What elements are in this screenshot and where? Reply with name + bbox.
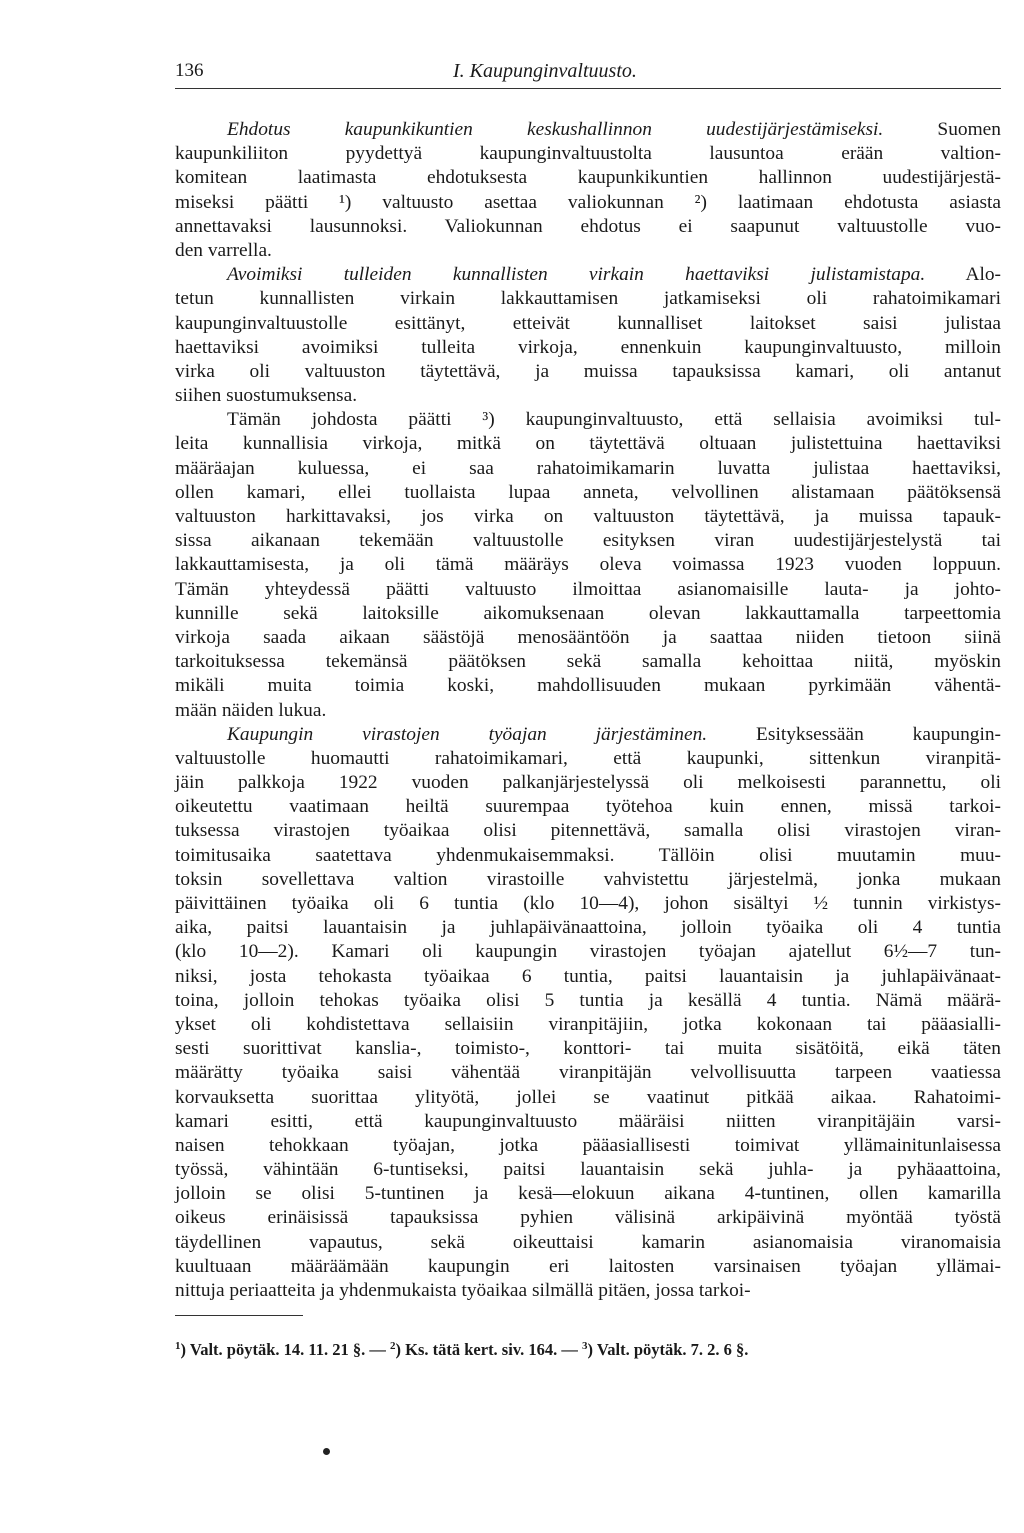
text-line <box>175 166 1001 190</box>
text-line <box>175 1182 1001 1206</box>
line-text: ollen kamari, ellei tuollaista lupaa anneta, velvollinen alistamaan päätöksensä <box>175 481 1001 503</box>
line-text: virkoja saada aikaan säästöjä menosääntöön ja saattaa niiden tietoon siinä <box>175 626 1001 648</box>
text-line <box>175 1134 1001 1158</box>
text-line <box>175 1110 1001 1134</box>
line-text: Alo- <box>925 264 1001 286</box>
footnote-text: ) Valt. pöytäk. 7. 2. 6 §. <box>587 1340 749 1360</box>
text-line <box>175 1158 1001 1182</box>
text-line <box>175 989 1001 1013</box>
line-text: kaupunginvaltuustolle esittänyt, etteivät kunnalliset laitokset saisi julistaa <box>175 312 1001 334</box>
paragraph-heading: Kaupungin virastojen työajan järjestäminen. <box>227 723 708 745</box>
line-text: den varrella. <box>175 239 272 261</box>
line-text: sesti suorittivat kanslia-, toimisto-, konttori- tai muita sisätöitä, eikä täten <box>175 1038 1001 1060</box>
line-text: komitean laatimasta ehdotuksesta kaupunkikuntien hallinnon uudestijärjestä- <box>175 167 1001 189</box>
line-text: määräajan kuluessa, ei saa rahatoimikamarin luvatta julistaa haettaviksi, <box>175 457 1001 479</box>
text-line <box>175 1037 1001 1061</box>
line-text: valtuustolle huomautti rahatoimikamari, että kaupunki, sittenkun viranpitä- <box>175 747 1001 769</box>
line-text: miseksi päätti ¹) valtuusto asettaa valiokunnan ²) laatimaan ehdotusta asiasta <box>175 191 1001 213</box>
text-line <box>175 650 1001 674</box>
line-text: korvauksetta suorittaa ylityötä, jollei se vaatinut pitkää aikaa. Rahatoimi- <box>175 1086 1001 1108</box>
line-text: toina, jolloin tehokas työaika olisi 5 tuntia ja kesällä 4 tuntia. Nämä määrä- <box>175 989 1001 1011</box>
text-line <box>175 215 1001 239</box>
footnote-mark: 2 <box>390 1340 396 1353</box>
line-text: jolloin se olisi 5-tuntinen ja kesä—elokuun aikana 4-tuntinen, ollen kamarilla <box>175 1183 1001 1205</box>
line-text: virka oli valtuuston täytettävä, ja muissa tapauksissa kamari, oli antanut <box>175 360 1001 382</box>
text-line <box>175 699 1001 723</box>
text-line <box>175 142 1001 166</box>
text-line <box>175 747 1001 771</box>
footnote-mark: 3 <box>582 1340 588 1353</box>
text-line <box>175 118 1001 142</box>
line-text: työssä, vähintään 6-tuntiseksi, paitsi lauantaisin sekä juhla- ja pyhäaattoina, <box>175 1159 1001 1181</box>
text-line <box>175 287 1001 311</box>
line-text: siihen suostumuksensa. <box>175 385 358 407</box>
line-text: aika, paitsi lauantaisin ja juhlapäivänaattoina, jolloin työaika oli 4 tuntia <box>175 917 1001 939</box>
line-text: lakkauttamisesta, ja oli tämä määräys oleva voimassa 1923 vuoden loppuun. <box>175 554 1001 576</box>
text-line <box>175 868 1001 892</box>
text-line <box>175 336 1001 360</box>
paragraph-heading: Avoimiksi tulleiden kunnallisten virkain haettaviksi julistamistapa. <box>227 264 926 286</box>
text-line <box>175 1061 1001 1085</box>
line-text: Tämän yhteydessä päätti valtuusto ilmoittaa asianomaisille lauta- ja johto- <box>175 578 1001 600</box>
footnote-text: ) Ks. tätä kert. siv. 164. — <box>395 1340 583 1360</box>
footnotes <box>175 1340 1001 1360</box>
text-line <box>175 457 1001 481</box>
text-line <box>175 602 1001 626</box>
line-text: nittuja periaatteita ja yhdenmukaista työaikaa silmällä pitäen, jossa tarkoi- <box>175 1280 751 1301</box>
text-line <box>175 360 1001 384</box>
text-line <box>175 1231 1001 1255</box>
text-line <box>175 940 1001 964</box>
text-line <box>175 771 1001 795</box>
text-line <box>175 1013 1001 1037</box>
line-text: tarkoituksessa tekemänsä päätöksen sekä samalla kehoittaa niitä, myöskin <box>175 651 1001 673</box>
footnote-text: ) Valt. pöytäk. 14. 11. 21 §. — <box>180 1340 390 1360</box>
line-text: päivittäinen työaika oli 6 tuntia (klo 10—4), johon sisältyi ½ tunnin virkistys- <box>175 893 1001 914</box>
text-line <box>175 578 1001 602</box>
text-line <box>175 626 1001 650</box>
line-text: kaupunkiliiton pyydettyä kaupunginvaltuustolta lausuntoa erään valtion- <box>175 143 1001 165</box>
line-text: jäin palkkoja 1922 vuoden palkanjärjestelyssä oli melkoisesti parannettu, oli <box>175 772 1001 794</box>
line-text: leita kunnallisia virkoja, mitkä on täytettävä oltuaan julistettuina haettaviksi <box>175 433 1001 455</box>
line-text: Tämän johdosta päätti ³) kaupunginvaltuusto, että sellaisia avoimiksi tul- <box>227 409 1001 431</box>
text-line <box>175 1255 1001 1279</box>
text-line <box>175 965 1001 989</box>
line-text: kunnille sekä laitoksille aikomuksenaan olevan lakkauttamalla tarpeettomia <box>175 602 1001 624</box>
page-header <box>175 58 1001 89</box>
scan-speck <box>323 1448 330 1455</box>
text-line <box>175 505 1001 529</box>
text-line <box>175 1086 1001 1110</box>
line-text: haettaviksi avoimiksi tulleita virkoja, ennenkuin kaupunginvaltuusto, milloin <box>175 336 1001 358</box>
body-text <box>175 118 1001 1303</box>
line-text: valtuuston harkittavaksi, jos virka on valtuuston täytettävä, ja muissa tapauk- <box>175 506 1001 527</box>
text-line <box>175 844 1001 868</box>
text-line <box>175 408 1001 432</box>
footnote-rule <box>175 1315 303 1316</box>
text-line <box>175 384 1001 408</box>
line-text: annettavaksi lausunnoksi. Valiokunnan ehdotus ei saapunut valtuustolle vuo- <box>175 215 1001 237</box>
text-line <box>175 481 1001 505</box>
text-line <box>175 191 1001 215</box>
running-head: I. Kaupunginvaltuusto. <box>453 60 637 82</box>
line-text: tetun kunnallisten virkain lakkauttamisen jatkamiseksi oli rahatoimikamari <box>175 288 1001 310</box>
line-text: oikeutettu vaatimaan heiltä suurempaa työtehoa kuin ennen, missä tarkoi- <box>175 796 1001 818</box>
line-text: oikeus erinäisissä tapauksissa pyhien välisinä arkipäivinä myöntää työstä <box>175 1207 1001 1229</box>
line-text: määrätty työaika saisi vähentää viranpitäjän velvollisuutta tarpeen vaatiessa <box>175 1062 1001 1084</box>
line-text: ykset oli kohdistettava sellaisiin viranpitäjiin, jotka kokonaan tai pääasialli- <box>175 1013 1001 1035</box>
line-text: sissa aikanaan tekemään valtuustolle esityksen viran uudestijärjestelystä tai <box>175 530 1001 552</box>
line-text: tuksessa virastojen työaikaa olisi pitennettävä, samalla olisi virastojen viran- <box>175 820 1001 842</box>
text-line <box>175 1206 1001 1230</box>
text-line <box>175 1279 1001 1303</box>
text-line <box>175 239 1001 263</box>
text-line <box>175 892 1001 916</box>
text-line <box>175 529 1001 553</box>
footnote-mark: 1 <box>175 1340 181 1353</box>
line-text: toimitusaika saatettava yhdenmukaisemmaksi. Tällöin olisi muutamin muu- <box>175 844 1001 866</box>
text-line <box>175 723 1001 747</box>
line-text: niksi, josta tehokasta työaikaa 6 tuntia, paitsi lauantaisin ja juhlapäivänaat- <box>175 965 1001 987</box>
text-line <box>175 553 1001 577</box>
text-line <box>175 432 1001 456</box>
text-line <box>175 263 1001 287</box>
line-text: kuultuaan määräämään kaupungin eri laitosten varsinaisen työajan yllämai- <box>175 1255 1001 1277</box>
line-text: mään näiden lukua. <box>175 699 327 721</box>
text-line <box>175 312 1001 336</box>
text-line <box>175 916 1001 940</box>
text-line <box>175 795 1001 819</box>
line-text: naisen tehokkaan työajan, jotka pääasiallisesti toimivat yllämainitunlaisessa <box>175 1134 1001 1156</box>
page-number: 136 <box>175 60 204 81</box>
line-text: kamari esitti, että kaupunginvaltuusto määräisi niitten viranpitäjäin varsi- <box>175 1110 1001 1132</box>
line-text: Suomen <box>883 119 1001 140</box>
line-text: Esityksessään kaupungin- <box>707 723 1001 745</box>
line-text: täydellinen vapautus, sekä oikeuttaisi kamarin asianomaisia viranomaisia <box>175 1231 1001 1253</box>
paragraph-heading: Ehdotus kaupunkikuntien keskushallinnon uudestijärjestämiseksi. <box>227 119 884 140</box>
text-line <box>175 674 1001 698</box>
text-line <box>175 819 1001 843</box>
line-text: (klo 10—2). Kamari oli kaupungin virastojen työajan ajatellut 6½—7 tun- <box>175 941 1001 963</box>
document-page <box>175 58 1001 1360</box>
line-text: mikäli muita toimia koski, mahdollisuuden mukaan pyrkimään vähentä- <box>175 675 1001 697</box>
line-text: toksin sovellettava valtion virastoille vahvistettu järjestelmä, jonka mukaan <box>175 868 1001 890</box>
